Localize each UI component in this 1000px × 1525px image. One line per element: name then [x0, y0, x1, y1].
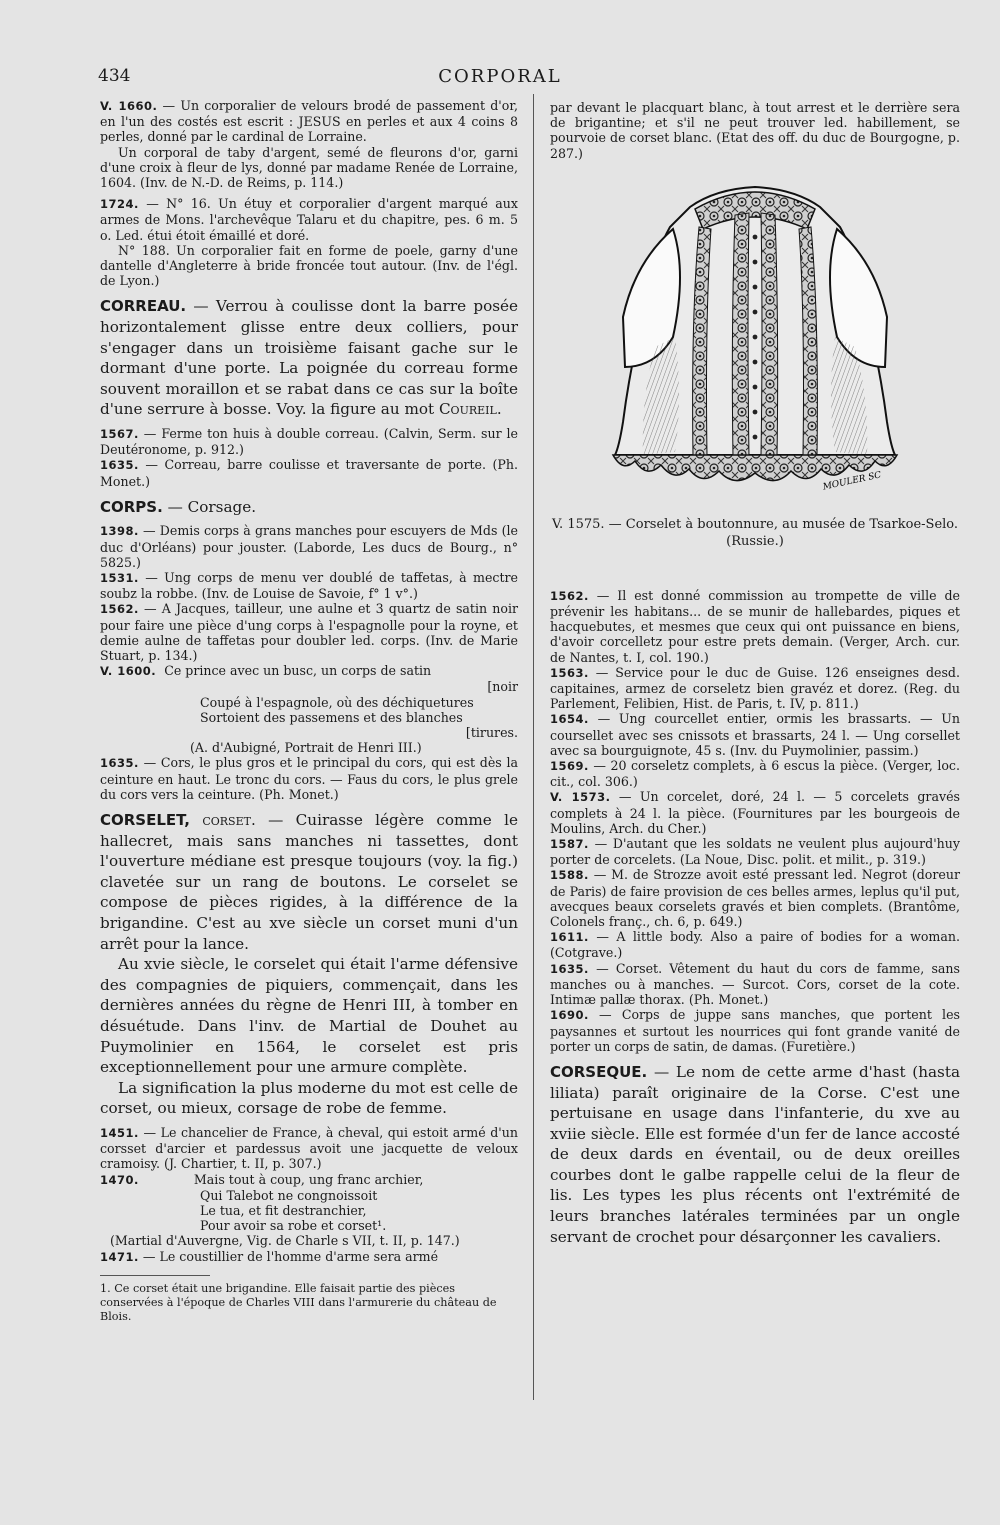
entry-1587: 1587. — D'autant que les soldats ne veulent plus aujourd'huy porter de corcelets. (La Noue, Disc. polit. et milit., p. 319.) [550, 836, 960, 868]
corselet-paragraph-3: La signification la plus moderne du mot est celle de corset, ou mieux, corsage de robe de femme. [100, 1078, 518, 1118]
headword-corseque: CORSEQUE. [550, 1062, 648, 1081]
entry-continuation: par devant le placquart blanc, à tout arrest et le derrière sera de brigantine; et s'il ne peut trouver led. habillement, se pourvoie de corset blanc. (Etat des off. du duc de Bourgogne, p. 287.) [550, 100, 960, 161]
running-title: CORPORAL [438, 66, 562, 87]
entry-1724: 1724. — N° 16. Un étuy et corporalier d'argent marqué aux armes de Mons. l'archevêque Talaru et du chapitre, pes. 6 m. 5 o. Led. étui étoit émaillé et doré. [100, 196, 518, 243]
entry-1635a: 1635. — Correau, barre coulisse et traversante de porte. (Ph. Monet.) [100, 457, 518, 489]
entry-1398: 1398. — Demis corps à grans manches pour escuyers de Mds (le duc d'Orléans) pour jouster. (Laborde, Les ducs de Bourg., n° 5825.) [100, 523, 518, 570]
entry-1562: 1562. — A Jacques, tailleur, une aulne et 3 quartz de satin noir pour faire une pièce d'ung corps à l'espagnolle pour la royne, et demie aulne de taffetas pour doubler led. corps. (Inv. de Marie Stuart, p. 134.) [100, 601, 518, 664]
entry-1588: 1588. — M. de Strozze avoit esté pressant led. Negrot (doreur de Paris) de faire provision de ces belles armes, leplus qu'il put, avecques beaux corselets gravés et bien complets. (Brantôme, Colonels franç., ch. 6, p. 649.) [550, 867, 960, 930]
entry-1573: V. 1573. — Un corcelet, doré, 24 l. — 5 corcelets gravés complets à 24 l. la pièce. (Fournitures par les bourgeois de Moulins, Arch. du Cher.) [550, 789, 960, 836]
entry-1654: 1654. — Ung courcellet entier, ormis les brassarts. — Un coursellet avec ses cnissots et brassarts, 24 l. — Ung corsellet avec sa bourguignote, 45 s. (Inv. du Puymolinier, passim.) [550, 711, 960, 758]
entry-1562r: 1562. — Il est donné commission au trompette de ville de prévenir les habitans... de se munir de hallebardes, piques et hacquebutes, et mesmes que ceux qui ont puissance en biens, d'avoir corcelletz pour estre prets demain. (Verger, Arch. cur. de Nantes, t. I, col. 190.) [550, 587, 960, 665]
verse-1470: 1470. Mais tout à coup, ung franc archier, Qui Talebot ne congnoissoit Le tua, et fit destranchier, Pour avoir sa robe et corset¹. (Martial d'Auvergne, Vig. de Charle s VII, t. II, p. 147.) [100, 1171, 460, 1249]
entry-1451: 1451. — Le chancelier de France, à cheval, qui estoit armé d'un corsset d'arcier et pardessus avoit une jacquette de veloux cramoisy. (J. Chartier, t. II, p. 307.) [100, 1124, 518, 1172]
article-correau: CORREAU. — Verrou à coulisse dont la barre posée horizontalement glisse entre deux colliers, pour s'engager dans un troisième faisant gache sur le dormant d'une porte. La poignée du correau forme souvent moraillon et se rabat dans ce cas sur la boîte d'une serrure à bosse. Voy. la figure au mot Coureil. [100, 297, 518, 419]
page-number: 434 [98, 66, 131, 86]
band-center-left [732, 213, 749, 457]
headword-correau: CORREAU. [100, 297, 187, 316]
figure-caption: V. 1575. — Corselet à boutonnure, au musée de Tsarkoe-Selo. (Russie.) [551, 516, 959, 549]
entry-1611: 1611. — A little body. Also a paire of bodies for a woman. (Cotgrave.) [550, 929, 960, 961]
engraver-signature: MOULER SC [822, 470, 883, 493]
running-header [0, 66, 1000, 94]
headword-corps: CORPS. [100, 497, 163, 516]
left-column [100, 98, 518, 1324]
article-corps: CORPS. — Corsage. [100, 497, 257, 516]
corselet-engraving [595, 167, 915, 512]
band-center-right [761, 213, 778, 457]
entry-1531: 1531. — Ung corps de menu ver doublé de taffetas, à mectre soubz la robbe. (Inv. de Louise de Savoie, f° 1 v°.) [100, 570, 518, 602]
entry-188: N° 188. Un corporalier fait en forme de poele, garny d'une dantelle d'Angleterre à bride froncée tout autour. (Inv. de l'égl. de Lyon.) [100, 242, 518, 289]
right-column [550, 100, 960, 1247]
footnote-rule [100, 1275, 210, 1276]
headword-corselet: CORSELET, [100, 811, 190, 830]
verse-1600: V. 1600. Ce prince avec un busc, un corps de satin [noir Coupé à l'espagnole, où des déchiquetures Sortoient des passemens et des blanches [tirures. (A. d'Aubigné, Portrait de Henri III.) [100, 663, 518, 756]
corselet-paragraph-2: Au xvie siècle, le corselet qui était l'arme défensive des compagnies de piquiers, commençait, dans les dernières années du règne de Henri III, à tomber en désuétude. Dans l'inv. de Martial de Douhet au Puymolinier en 1564, le corselet est pris exceptionnellement pour une armure complète. [100, 955, 518, 1077]
entry-1635r: 1635. — Corset. Vêtement du haut du cors de famme, sans manches ou à manches. — Surcot. Cors, corset de la cote. Intimæ pallæ thorax. (Ph. Monet.) [550, 960, 960, 1008]
entry-1563: 1563. — Service pour le duc de Guise. 126 enseignes desd. capitaines, armez de corseletz bien gravéz et dorez. (Reg. du Parlement, Felibien, Hist. de Paris, t. IV, p. 811.) [550, 664, 960, 712]
entry-1569: 1569. — 20 corseletz complets, à 6 escus la pièce. (Verger, loc. cit., col. 306.) [550, 758, 960, 790]
entry-1690: 1690. — Corps de juppe sans manches, que portent les paysannes et surtout les nourrices qui font grande vanité de porter un corps de satin, de damas. (Furetière.) [550, 1007, 960, 1054]
entry-1567: 1567. — Ferme ton huis à double correau. (Calvin, Serm. sur le Deutéronome, p. 912.) [100, 426, 518, 458]
entry-taby: Un corporal de taby d'argent, semé de fleurons d'or, garni d'une croix à fleur de lys, donné par madame Renée de Lorraine, 1604. (Inv. de N.-D. de Reims, p. 114.) [100, 144, 518, 191]
article-corseque: CORSEQUE. — Le nom de cette arme d'hast (hasta liliata) paraît originaire de la Corse. C'est une pertuisane en usage dans l'infanterie, du xve au xviie siècle. Elle est formée d'un fer de lance accosté de deux dards en éventail, ou de deux oreilles courbes dont le galbe rappelle celui de la fleur de lis. Les types les plus récents ont l'extrémité de leurs branches latérales terminées par un ongle servant de crochet pour désarçonner les cavaliers. [550, 1062, 960, 1246]
column-divider [533, 94, 534, 1400]
entry-1660: V. 1660. — Un corporalier de velours brodé de passement d'or, en l'un des costés est escrit : JESUS en perles et aux 4 coins 8 perles, donné par le cardinal de Lorraine. [100, 98, 518, 145]
article-corselet: CORSELET, corset. — Cuirasse légère comme le hallecret, mais sans manches ni tassettes, dont l'ouverture médiane est presque toujours (voy. la fig.) clavetée sur un rang de boutons. Le corselet se compose de pièces rigides, à la différence de la brigandine. C'est au xve siècle un corset muni d'un arrêt pour la lance. [100, 811, 518, 953]
footnote: 1. Ce corset était une brigandine. Elle faisait partie des pièces conservées à l'époque de Charles VIII dans l'armurerie du château de Blois. [100, 1281, 497, 1323]
entry-1471: 1471. — Le coustillier de l'homme d'arme sera armé [100, 1248, 439, 1264]
entry-1635b: 1635. — Cors, le plus gros et le principal du cors, qui est dès la ceinture en haut. Le tronc du cors. — Faus du cors, le plus grele du cors vers la ceinture. (Ph. Monet.) [100, 755, 518, 802]
